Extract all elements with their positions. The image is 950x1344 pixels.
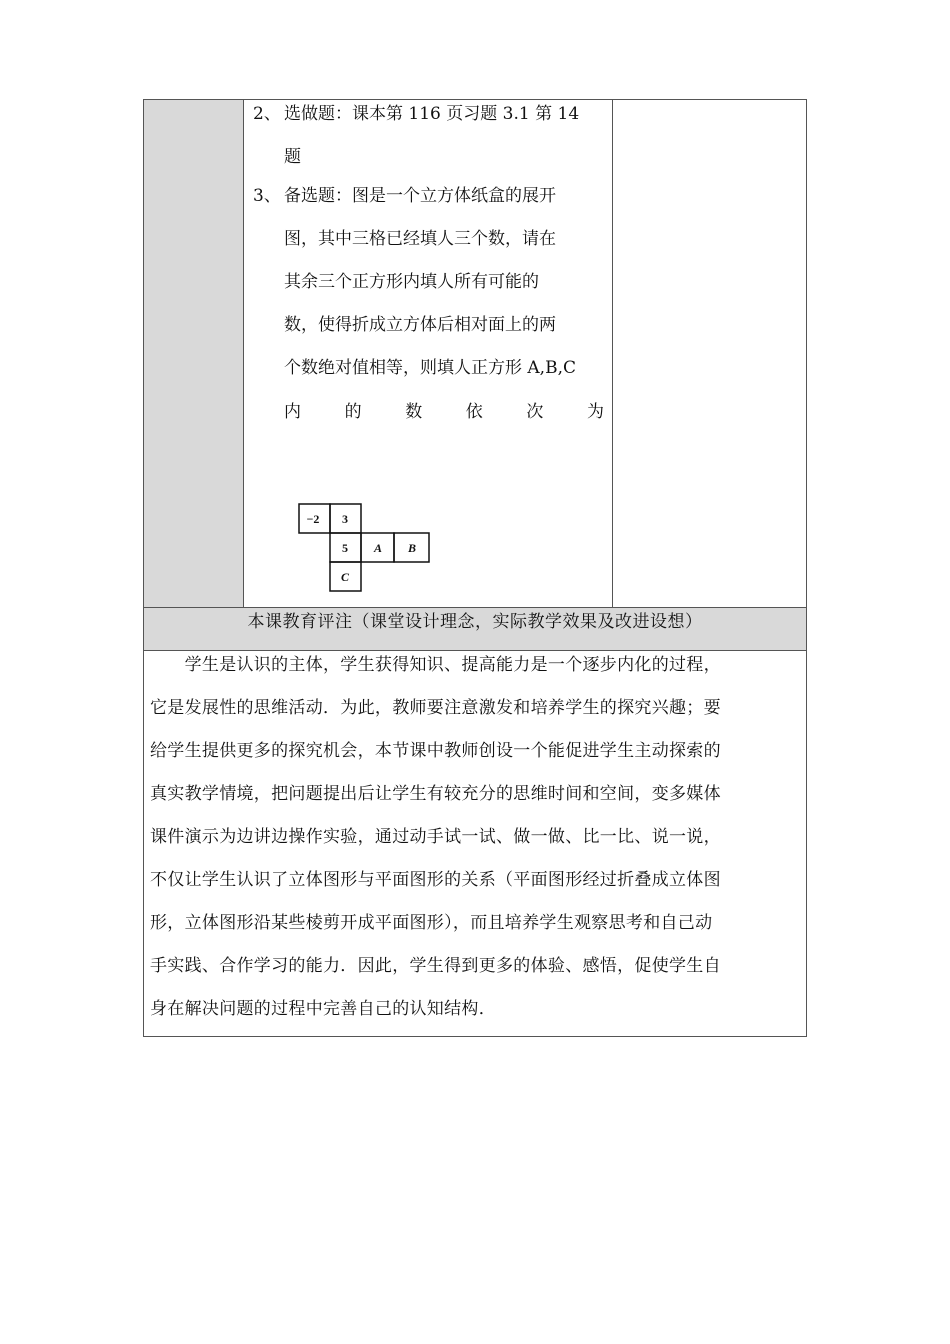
net-cell-label: 5	[342, 541, 348, 555]
word: 的	[344, 402, 362, 422]
net-cell-label: C	[340, 570, 350, 584]
item-3-line-2: 图，其中三格已经填人三个数，请在	[284, 229, 556, 249]
item-3-line-5: 个数绝对值相等，则填人正方形 A,B,C	[284, 358, 576, 378]
paragraph-line: 身在解决问题的过程中完善自己的认知结构．	[150, 999, 496, 1019]
net-cell-label: −2	[306, 512, 320, 526]
word: 内	[284, 402, 301, 422]
cube-net-figure	[298, 503, 438, 593]
net-cell-label: B	[407, 541, 417, 555]
paragraph-line: 课件演示为边讲边操作实验，通过动手试一试、做一做、比一比、说一说，	[150, 827, 721, 847]
paragraph-line: 形，立体图形沿某些棱剪开成平面图形），而且培养学生观察思考和自己动	[150, 913, 713, 933]
paragraph-line: 手实践、合作学习的能力．因此，学生得到更多的体验、感悟，促使学生自	[150, 956, 721, 976]
item-2-line-1: 选做题：课本第 116 页习题 3.1 第 14	[284, 104, 580, 124]
paragraph-line: 不仅让学生认识了立体图形与平面图形的关系（平面图形经过折叠成立体图	[150, 870, 721, 890]
item-3-number: 3、	[253, 186, 281, 206]
item-2-number: 2、	[253, 104, 281, 124]
word: 次	[526, 402, 544, 422]
paragraph-line: 真实教学情境，把问题提出后让学生有较充分的思维时间和空间，变多媒体	[150, 784, 721, 804]
net-cell-label: A	[373, 541, 383, 555]
word: 数	[405, 402, 423, 422]
paragraph-line: 给学生提供更多的探究机会，本节课中教师创设一个能促进学生主动探索的	[150, 741, 721, 761]
item-3-line-3: 其余三个正方形内填人所有可能的	[284, 272, 539, 292]
net-cell-label: 3	[342, 512, 348, 526]
paragraph-line: 它是发展性的思维活动．为此，教师要注意激发和培养学生的探究兴趣；要	[150, 698, 721, 718]
section-title: 本课教育评注（课堂设计理念，实际教学效果及改进设想）	[247, 612, 703, 632]
word: 依	[465, 402, 483, 422]
item-3-line-6	[284, 401, 604, 423]
paragraph-line: 学生是认识的主体，学生获得知识、提高能力是一个逐步内化的过程，	[150, 655, 721, 675]
item-3-line-4: 数，使得折成立方体后相对面上的两	[284, 315, 556, 335]
word: 为	[586, 402, 604, 422]
item-2-line-2: 题	[284, 147, 301, 167]
item-3-line-1: 备选题：图是一个立方体纸盒的展开	[284, 186, 556, 206]
